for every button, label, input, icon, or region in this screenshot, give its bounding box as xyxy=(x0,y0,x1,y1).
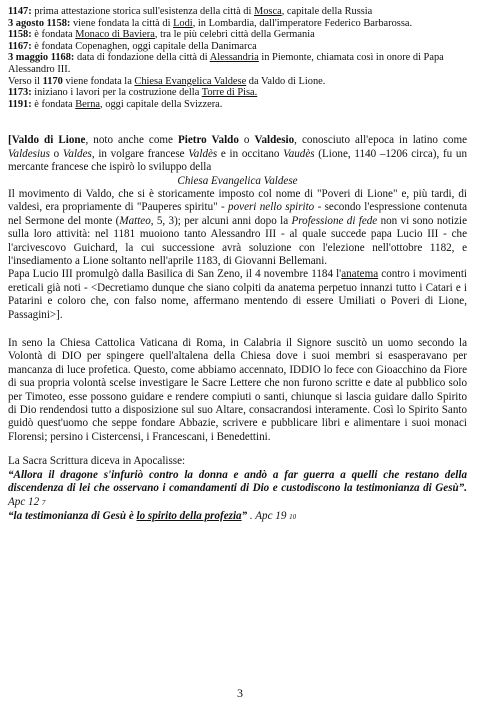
timeline-date: 1158: xyxy=(8,29,32,41)
timeline-date: 1173: xyxy=(8,87,32,99)
text-run: , conosciuto all'epoca in latino come xyxy=(294,134,468,147)
text-run: , noto anche come xyxy=(85,134,178,147)
timeline-entry xyxy=(8,41,467,53)
quote-2-text-b: ” xyxy=(241,509,248,522)
bold-run: Valdesio xyxy=(254,134,295,147)
text-run: prima attestazione storica sull'esistenza della città di xyxy=(31,6,254,17)
text-run: è fondata xyxy=(31,29,76,41)
text-run: viene fondata la xyxy=(62,75,135,87)
timeline-date: 3 agosto 1158: xyxy=(8,17,71,29)
text-run: in Piemonte, chiamata così in onore di Papa Alessandro III. xyxy=(8,52,444,75)
text-run: o xyxy=(49,147,63,160)
timeline-date: 1147: xyxy=(8,6,32,17)
timeline-entry xyxy=(8,52,467,75)
text-run: data di fondazione della città di xyxy=(74,52,210,64)
text-run: Papa Lucio III promulgò dalla Basilica di San Zeno, il 4 novembre 1184 l' xyxy=(8,268,342,281)
underlined-link: Monaco di Baviera xyxy=(75,29,155,41)
text-run: - secondo l'espressione contenuta nel Sermone del monte ( xyxy=(8,201,467,227)
quote-1-ref: Apc 12 xyxy=(8,495,40,508)
chiesa-section xyxy=(8,337,467,444)
timeline-entry xyxy=(8,76,467,88)
underlined-link: Berna xyxy=(75,98,101,110)
text-run: da Valdo di Lione. xyxy=(246,75,326,87)
timeline-date: 3 maggio 1168: xyxy=(8,52,75,64)
timeline-date: 1167: xyxy=(8,40,32,52)
text-run: (Lione, 1140 –1206 circa), fu un mercante francese che ispirò lo sviluppo della xyxy=(8,147,468,174)
underlined-link: Alessandria xyxy=(209,52,259,64)
valdo-movement-paragraph xyxy=(8,188,467,268)
bold-run: 1170 xyxy=(42,75,63,87)
text-run: o xyxy=(238,134,255,147)
timeline-entry xyxy=(8,6,467,18)
scrittura-section xyxy=(8,455,467,524)
timeline-entry xyxy=(8,18,467,30)
text-run: Verso il xyxy=(8,75,43,87)
timeline-date: 1191: xyxy=(8,98,32,110)
text-run: , oggi capitale della Svizzera. xyxy=(100,98,223,110)
page-number: 3 xyxy=(237,686,243,700)
bold-run: [Valdo di Lione xyxy=(8,134,86,147)
underlined-link: Torre di Pisa. xyxy=(201,87,258,99)
text-run: , in volgare francese xyxy=(91,147,189,160)
text-run: , 5, 3); per alcuni anni dopo la xyxy=(150,214,292,227)
apocalisse-quote-1 xyxy=(8,469,467,510)
text-run: Il movimento di Valdo, che si è storicamente imposto col nome di "Poveri di Lione" e, più tardi, di valdesi, era propriamente di "Pauperes spiritu" - xyxy=(8,187,467,214)
quote-1-text: “Allora il dragone s'infuriò contro la donna e andò a far guerra a quelli che restano della discendenza di lei che osservano i comandamenti di Dio e custodiscono la testimonianza di Gesù”. xyxy=(8,468,467,495)
underlined-link: Lodi xyxy=(173,17,193,29)
text-run: non vi sono notizie sulla loro attività: nel 1181 muoiono tanto Alessandro III - al quale succede papa Lucio III - che l'arcivescovo Guichard, la cui successione avrà soluzione con l'elezione nell'ottobre 1182, e l'insediamento a Lione soltanto nell'aprile 1183, di Giovanni Bellemani. xyxy=(8,214,468,267)
italic-run: Valdès xyxy=(188,147,218,160)
italic-run: Matteo xyxy=(119,214,151,227)
italic-run: Professione di fede xyxy=(291,214,378,227)
bold-run: Pietro Valdo xyxy=(177,134,239,147)
lucio-anatema-paragraph xyxy=(8,268,467,322)
underlined-link: anatema xyxy=(341,268,379,281)
text-run: , capitale della Russia xyxy=(281,6,373,17)
timeline-entry xyxy=(8,29,467,41)
text-run: , in Lombardia, dall'imperatore Federico Barbarossa. xyxy=(192,17,413,29)
timeline-entry xyxy=(8,99,467,111)
text-run: viene fondata la città di xyxy=(70,17,174,29)
valdo-section xyxy=(8,134,467,322)
quote-2-text-a: “la testimonianza di Gesù è xyxy=(8,509,137,522)
italic-run: Valdesius xyxy=(8,147,50,160)
timeline-list xyxy=(8,6,467,110)
gioacchino-paragraph: In seno la Chiesa Cattolica Vaticana di Roma, in Calabria il Signore suscitò un uomo secondo la Volontà di DIO per spingere quell'altalena della Chiesa dove i suoi membri si esasperavano per mancanza di luce profetica. Questo, come abbiamo accennato, IDDIO lo fece con Gioacchino da Fiore di sua propria volontà scelse investigare le Sacre Lettere che non furono scritte e date al pubblico solo per Timoteo, esse possono guidare e rendere compiuti o santi, chiunque si lascia guidare dallo Spirito di Dio rendendosi tutto a disposizione sul suo Altare, consacrandosi interamente. Così lo Spirito Santo guidò quest'uomo che seppe fondare Abbazie, scrivere e pubblicare libri e alimentare i suoi monaci Florensi; persino i Cistercensi, i Francescani, i Benedettini. xyxy=(8,337,467,443)
italic-run: Vaudès xyxy=(283,147,315,160)
text-run: , tra le più celebri città della Germania xyxy=(154,29,315,41)
scrittura-intro: La Sacra Scrittura diceva in Apocalisse: xyxy=(8,455,186,468)
text-run: contro i movimenti ereticali già noti - <Decretiamo dunque che siano colpiti da anatema perpetuo innanzi tutto i Catari e i Patarini e coloro che, con falso nome, affermano mentendo di essere Umiliati o Poveri di Lione, Passagini>]. xyxy=(8,268,467,321)
italic-run: Valdes xyxy=(62,147,92,160)
text-run: è fondata Copenaghen, oggi capitale della Danimarca xyxy=(31,40,257,52)
quote-2-underlined: lo spirito della profezia xyxy=(136,509,242,522)
quote-2-verse: 10 xyxy=(289,512,297,521)
text-run: è fondata xyxy=(31,98,76,110)
text-run: e in occitano xyxy=(217,147,284,160)
italic-run: poveri nello spirito xyxy=(228,201,315,214)
underlined-link: Mosca xyxy=(253,6,282,17)
valdo-intro-paragraph xyxy=(8,134,467,174)
apocalisse-quote-2 xyxy=(8,510,467,524)
quote-2-ref: . Apc 19 xyxy=(247,509,287,522)
valdo-intro-last-line: Chiesa Evangelica Valdese xyxy=(177,174,298,187)
timeline-entry xyxy=(8,87,467,99)
text-run: iniziano i lavori per la costruzione della xyxy=(31,87,202,99)
quote-1-verse: 7 xyxy=(41,498,46,507)
underlined-link: Chiesa Evangelica Valdese xyxy=(134,75,247,87)
